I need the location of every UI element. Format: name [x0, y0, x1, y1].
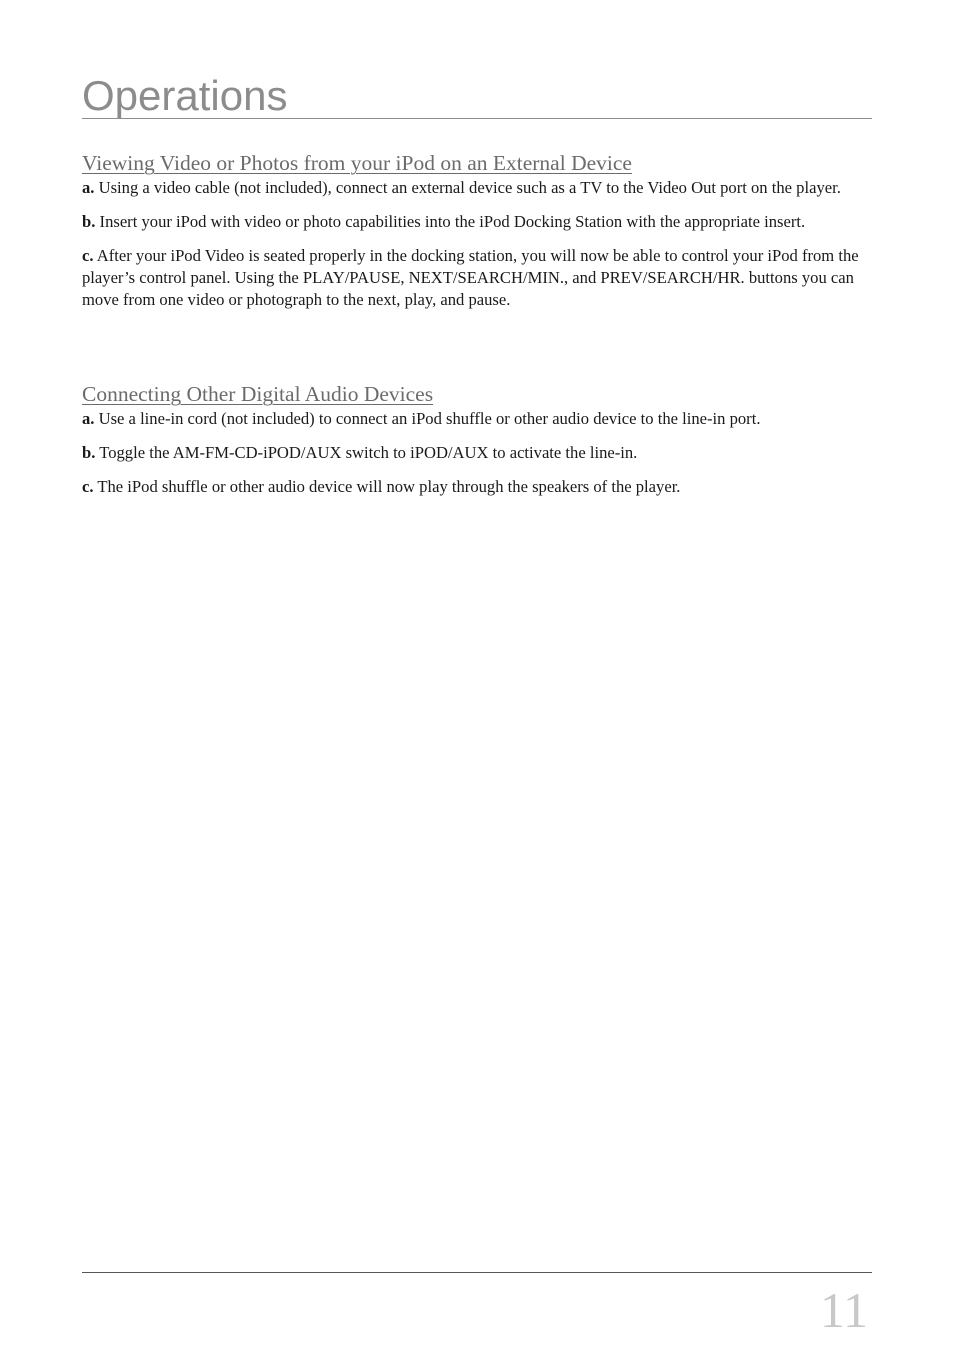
- title-divider: [82, 118, 872, 119]
- step-c: [82, 245, 872, 311]
- step-b: [82, 442, 872, 464]
- step-marker: a.: [82, 409, 95, 428]
- step-marker: a.: [82, 178, 95, 197]
- step-a: [82, 177, 872, 199]
- manual-page: [82, 0, 872, 1354]
- step-b: [82, 211, 872, 233]
- footer-divider: [82, 1272, 872, 1273]
- step-a: [82, 408, 872, 430]
- section-digital-audio: [82, 381, 872, 510]
- section-heading: Connecting Other Digital Audio Devices: [82, 382, 434, 406]
- step-marker: c.: [82, 477, 94, 496]
- step-text: After your iPod Video is seated properly in the docking station, you will now be able to control your iPod from the player’s control panel. Using the PLAY/PAUSE, NEXT/SEARCH/MIN., and PREV/SEARCH/HR. buttons you can move from one video or photograph to the next, play, and pause.: [82, 246, 859, 309]
- page-title: Operations: [82, 72, 288, 119]
- step-marker: c.: [82, 246, 94, 265]
- step-text: The iPod shuffle or other audio device will now play through the speakers of the player.: [93, 477, 681, 496]
- section-heading: Viewing Video or Photos from your iPod on an External Device: [82, 151, 632, 175]
- page-number: 11: [819, 1282, 868, 1338]
- step-text: Toggle the AM-FM-CD-iPOD/AUX switch to iPOD/AUX to activate the line-in.: [95, 443, 638, 462]
- section-video-photos: [82, 150, 872, 323]
- step-text: Using a video cable (not included), connect an external device such as a TV to the Video Out port on the player.: [94, 178, 841, 197]
- step-marker: b.: [82, 443, 96, 462]
- step-text: Use a line-in cord (not included) to connect an iPod shuffle or other audio device to the line-in port.: [94, 409, 761, 428]
- step-text: Insert your iPod with video or photo capabilities into the iPod Docking Station with the appropriate insert.: [95, 212, 806, 231]
- step-marker: b.: [82, 212, 96, 231]
- step-c: [82, 476, 872, 498]
